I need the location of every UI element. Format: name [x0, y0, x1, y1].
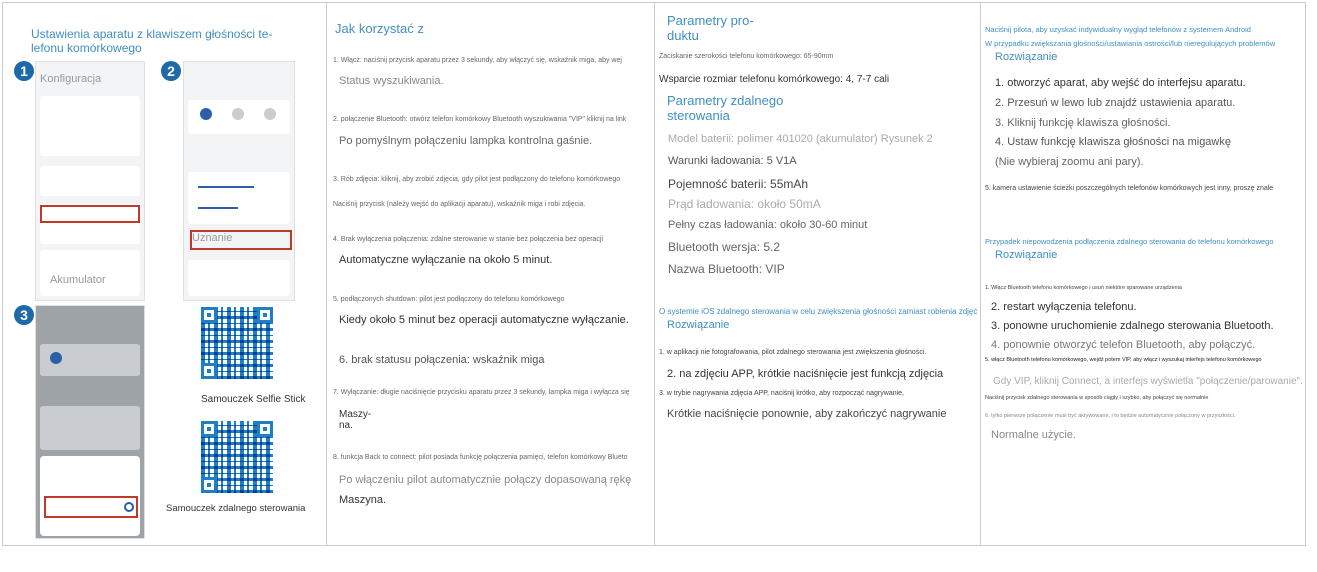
connection-step: Naciśnij przycisk zdalnego sterowania w sposób ciągły i szybko, aby połączyć się normalnie — [985, 395, 1209, 401]
qr-caption-selfie-stick: Samouczek Selfie Stick — [201, 394, 306, 405]
step-number-1: 1 — [14, 61, 34, 81]
usage-line: 4. Brak wyłączenia połączenia: zdalne sterowanie w stanie bez połączenia bez operacji — [333, 236, 604, 243]
setup-column — [3, 3, 327, 545]
troubleshooting-column — [981, 3, 1307, 545]
usage-line: Status wyszukiwania. — [339, 75, 444, 87]
qr-caption-remote: Samouczek zdalnego sterowania — [166, 503, 306, 514]
qr-code-remote[interactable] — [201, 421, 273, 493]
usage-line: 2. połączenie Bluetooth: otwórz telefon komórkowy Bluetooth wyszukiwania "VIP" kliknij na link — [333, 116, 627, 123]
setup-title-line1: Ustawienia aparatu z klawiszem głośności te- — [31, 27, 273, 41]
usage-title: Jak korzystać z — [335, 21, 424, 36]
connection-step: Gdy VIP, kliknij Connect, a interfejs wyświetla "połączenie/parowanie". — [993, 376, 1303, 387]
ios-step: 3. w trybie nagrywania zdjęcia APP, naciśnij krótko, aby rozpocząć nagrywanie, — [659, 390, 904, 397]
android-issue-line: W przypadku zwiększania głośności/ustawiania ostrości/lub nieregulujących problemów — [985, 39, 1276, 48]
usage-line: Po włączeniu pilot automatycznie połączy dopasowaną rękę — [339, 474, 632, 486]
android-issue-line: Naciśnij pilota, aby uzyskać indywidualny wygląd telefonów z systemem Android — [985, 25, 1251, 34]
usage-line: 8. funkcja Back to connect: pilot posiada funkcję połączenia pamięci, telefon komórkowy Blueto — [333, 454, 628, 461]
android-step: 1. otworzyć aparat, aby wejść do interfejsu aparatu. — [995, 77, 1246, 89]
phone2-recognition-label: Uznanie — [192, 232, 233, 244]
highlight-box — [40, 205, 140, 223]
usage-line: 3. Rób zdjęcia: kliknij, aby zrobić zdjęcia, gdy pilot jest podłączony do telefonu komórkowego — [333, 176, 621, 183]
product-params-title-line2: duktu — [667, 28, 699, 43]
phone-screenshot-2 — [183, 61, 295, 301]
usage-line: Naciśnij przycisk (należy wejść do aplikacji aparatu), wskaźnik miga i robi zdjęcia. — [333, 201, 586, 208]
usage-line: 6. brak statusu połączenia: wskaźnik miga — [339, 354, 545, 366]
connection-step: 4. ponownie otworzyć telefon Bluetooth, aby połączyć. — [991, 339, 1256, 351]
param-line: Model baterii: polimer 401020 (akumulator) Rysunek 2 — [668, 133, 933, 145]
ios-step: 2. na zdjęciu APP, krótkie naciśnięcie jest funkcją zdjęcia — [667, 368, 944, 380]
param-line: Bluetooth wersja: 5.2 — [668, 240, 781, 254]
phone-size-line: Wsparcie rozmiar telefonu komórkowego: 4, 7-7 cali — [659, 74, 890, 85]
setup-title-line2: lefonu komórkowego — [31, 41, 142, 55]
connection-failure-line: Przypadek niepowodzenia podłączenia zdalnego sterowania do telefonu komórkowego — [985, 237, 1274, 246]
connection-solution-heading: Rozwiązanie — [995, 249, 1058, 261]
android-step: 3. Kliknij funkcję klawisza głośności. — [995, 117, 1171, 129]
phone-screenshot-3 — [35, 305, 145, 539]
ios-solution-heading: Rozwiązanie — [667, 319, 730, 331]
param-line: Pełny czas ładowania: około 30-60 minut — [668, 219, 868, 231]
connection-step: 2. restart wyłączenia telefonu. — [991, 301, 1137, 313]
android-step: (Nie wybieraj zoomu ani pary). — [995, 156, 1144, 168]
connection-step: 6. tylko pierwsze połączenie musi być aktywowane, i to będzie automatycznie połączony w przyszłości. — [985, 413, 1236, 419]
usage-line: na. — [339, 420, 353, 431]
product-params-title-line1: Parametry pro- — [667, 13, 754, 28]
android-step: 2. Przesuń w lewo lub znajdź ustawienia aparatu. — [995, 97, 1236, 109]
usage-line: 7. Wyłączanie: długie naciśnięcie przycisku aparatu przez 3 sekundy, lampka miga i wyłącza się — [333, 389, 630, 396]
phone1-battery-label: Akumulator — [50, 274, 106, 286]
usage-line: 5. podłączonych shutdown: pilot jest podłączony do telefonu komórkowego — [333, 296, 565, 303]
phone-screenshot-1 — [35, 61, 145, 301]
step-number-3: 3 — [14, 305, 34, 325]
android-solution-heading: Rozwiązanie — [995, 51, 1058, 63]
phone1-config-label: Konfiguracja — [40, 73, 102, 85]
usage-line: Kiedy około 5 minut bez operacji automatyczne wyłączanie. — [339, 314, 629, 326]
param-line: Warunki ładowania: 5 V1A — [668, 155, 797, 167]
remote-params-title-line1: Parametry zdalnego — [667, 93, 784, 108]
ios-step: 1. w aplikacji nie fotografowania, pilot zdalnego sterowania jest zwiększenia głośności. — [659, 349, 927, 356]
usage-line: Maszy- — [339, 409, 372, 420]
usage-line: Po pomyślnym połączeniu lampka kontrolna gaśnie. — [339, 135, 593, 147]
ios-issue-line: O systemie iOS zdalnego sterowania w celu zwiększenia głośności zamiast robienia zdjęć — [659, 307, 978, 316]
qr-code-selfie-stick[interactable] — [201, 307, 273, 379]
usage-line: Automatyczne wyłączanie na około 5 minut. — [339, 254, 553, 266]
param-line: Nazwa Bluetooth: VIP — [668, 262, 785, 276]
manual-sheet — [2, 2, 1306, 546]
usage-column — [327, 3, 655, 545]
camera-path-note: 5. kamera ustawienie ścieżki poszczególnych telefonów komórkowych jest inny, proszę znale — [985, 185, 1274, 192]
connection-step: 5. włącz Bluetooth telefonu komórkowego, wejdź potem VIP, aby włącz i wyszukaj interfejs telefonu komórkowego — [985, 357, 1262, 363]
android-step: 4. Ustaw funkcję klawisza głośności na migawkę — [995, 136, 1231, 148]
step-number-2: 2 — [161, 61, 181, 81]
param-line: Prąd ładowania: około 50mA — [668, 197, 821, 211]
remote-params-title-line2: sterowania — [667, 108, 730, 123]
usage-line: Maszyna. — [339, 494, 387, 506]
param-line: Pojemność baterii: 55mAh — [668, 177, 809, 191]
usage-line: 1. Włącz: naciśnij przycisk aparatu przez 3 sekundy, aby włączyć się, wskaźnik miga, aby wej — [333, 57, 622, 64]
parameters-column — [655, 3, 981, 545]
connection-step: 1. Włącz Bluetooth telefonu komórkowego i usuń niektóre sparowane urządzenia — [985, 285, 1182, 291]
clamp-width-line: Zaciskanie szerokości telefonu komórkowego: 65-90mm — [659, 53, 834, 60]
connection-step: 3. ponowne uruchomienie zdalnego sterowania Bluetooth. — [991, 320, 1274, 332]
connection-step: Normalne użycie. — [991, 429, 1076, 441]
ios-step: Krótkie naciśnięcie ponownie, aby zakończyć nagrywanie — [667, 408, 947, 420]
